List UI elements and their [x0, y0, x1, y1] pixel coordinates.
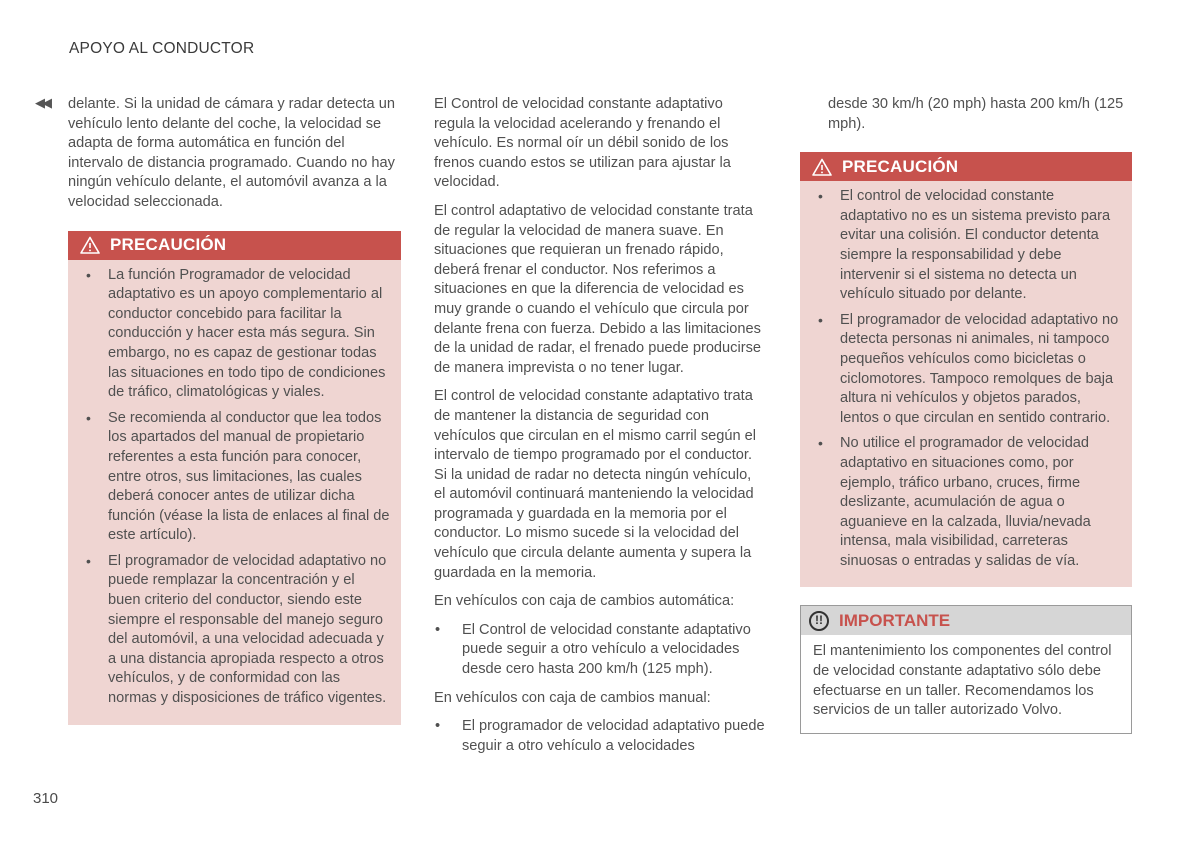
warning-header	[800, 152, 1132, 181]
list-item	[434, 621, 766, 680]
page-number: 310	[33, 790, 59, 807]
manual-list	[434, 717, 766, 756]
bullet-icon: •	[86, 409, 91, 426]
warning-list	[68, 260, 401, 709]
important-box	[800, 605, 1132, 733]
warning-title: PRECAUCIÓN	[842, 156, 959, 176]
paragraph: En vehículos con caja de cambios automática:	[434, 593, 735, 610]
important-text: El mantenimiento los componentes del control de velocidad constante adaptativo sólo debe efectuarse en un taller. Recomendamos los servicios de un taller autorizado Volvo.	[813, 643, 1112, 719]
list-item	[434, 717, 766, 756]
bullet-icon: •	[435, 718, 441, 735]
bullet-icon: •	[818, 435, 823, 452]
paragraph: El control adaptativo de velocidad constante trata de regular la velocidad de manera suave. En situaciones que requieran un frenado rápido, deberá frenar el conductor. Nos referimos a situaciones en que la diferencia de velocidad es muy grande o cuando el vehículo que circula por delante frena con fuerza. Debido a las limitaciones de la unidad de radar, el frenado puede producirse de manera imprevista o no tener lugar.	[434, 202, 761, 376]
list-item	[818, 187, 1122, 305]
bullet-icon: •	[435, 621, 441, 638]
list-item-text: No utilice el programador de velocidad adaptativo en situaciones como, por ejemplo, tráfico urbano, cruces, firme deslizante, acumulación de agua o aguanieve en la calzada, lluvia/nevada intensa, mala visibilidad, carreteras sinuosas o entradas y salidas de vía.	[840, 435, 1091, 569]
important-title: IMPORTANTE	[839, 611, 951, 631]
automatic-list	[434, 621, 766, 680]
important-header	[801, 606, 1131, 635]
list-item-text: El control de velocidad constante adaptativo no es un sistema previsto para evitar una colisión. El conductor detenta siempre la responsabilidad y debe intervenir si el sistema no detecta un vehículo situado por delante.	[840, 188, 1111, 303]
warning-box	[800, 152, 1132, 587]
warning-header	[68, 231, 401, 260]
column-3	[800, 95, 1132, 734]
bullet-icon: •	[86, 552, 91, 569]
warning-list	[800, 181, 1132, 571]
continued-text: desde 30 km/h (20 mph) hasta 200 km/h (125 mph).	[828, 96, 1124, 132]
list-item	[86, 266, 391, 403]
column-1	[68, 95, 401, 725]
bullet-icon: •	[86, 266, 91, 283]
list-item-text: Se recomienda al conductor que lea todos los apartados del manual de propietario referentes a esta función para conocer, entre otros, sus limitaciones, las cuales deberá conocer antes de utilizar dicha función (véase la lista de enlaces al final de este artículo).	[108, 409, 390, 544]
list-item	[818, 311, 1122, 429]
paragraph: El control de velocidad constante adaptativo trata de mantener la distancia de seguridad con vehículos que circulan en el mismo carril según el intervalo de tiempo programado por el conductor. Si la unidad de radar no detecta ningún vehículo, el automóvil continuará manteniendo la velocidad programada y guardada en la memoria por el conductor. Lo mismo sucede si la velocidad del vehículo que circula delante aumenta y supera la guardada en la memoria.	[434, 388, 757, 581]
warning-triangle-icon	[812, 158, 832, 176]
section-header: APOYO AL CONDUCTOR	[69, 40, 255, 57]
warning-triangle-icon	[80, 236, 100, 254]
list-item	[86, 409, 391, 546]
list-item-text: El programador de velocidad adaptativo puede seguir a otro vehículo a velocidades	[462, 718, 765, 754]
list-item-text: El Control de velocidad constante adaptativo puede seguir a otro vehículo a velocidades desde cero hasta 200 km/h (125 mph).	[462, 621, 751, 678]
warning-box	[68, 231, 401, 725]
continuation-icon: ◀◀	[35, 95, 49, 110]
list-item-text: La función Programador de velocidad adaptativo es un apoyo complementario al conductor concebido para facilitar la conducción y hacer esta más segura. Sin embargo, no es capaz de gestionar todas las situaciones en todo tipo de condiciones de tráfico, climatológicas y viales.	[108, 266, 386, 401]
bullet-icon: •	[818, 188, 823, 205]
exclamation-circle-icon: !!	[809, 611, 829, 631]
paragraph: El Control de velocidad constante adaptativo regula la velocidad acelerando y frenando el vehículo. Es normal oír un débil sonido de los frenos cuando estos se utilizan para ajustar la velocidad.	[434, 96, 731, 191]
list-item	[86, 552, 391, 709]
intro-paragraph: delante. Si la unidad de cámara y radar detecta un vehículo lento delante del coche, la velocidad se adapta de forma automática en función del intervalo de distancia programado. Cuando no hay ningún vehículo delante, el automóvil avanza a la velocidad seleccionada.	[68, 96, 395, 210]
warning-title: PRECAUCIÓN	[110, 235, 227, 255]
bullet-icon: •	[818, 311, 823, 328]
column-2	[434, 95, 766, 765]
list-item-text: El programador de velocidad adaptativo no detecta personas ni animales, ni tampoco pequeños vehículos como bicicletas o ciclomotores. Tampoco remolques de baja altura ni vehículos y objetos parados, lentos o que circulan en sentido contrario.	[840, 311, 1119, 426]
paragraph: En vehículos con caja de cambios manual:	[434, 689, 711, 706]
list-item	[818, 434, 1122, 571]
list-item-text: El programador de velocidad adaptativo no puede remplazar la concentración y el buen criterio del conductor, siendo este siempre el responsable del manejo seguro del automóvil, a una velocidad adecuada y a una distancia apropiada respecto a otros vehículos, y de conformidad con las normas y disposiciones de tráfico vigentes.	[108, 552, 387, 707]
